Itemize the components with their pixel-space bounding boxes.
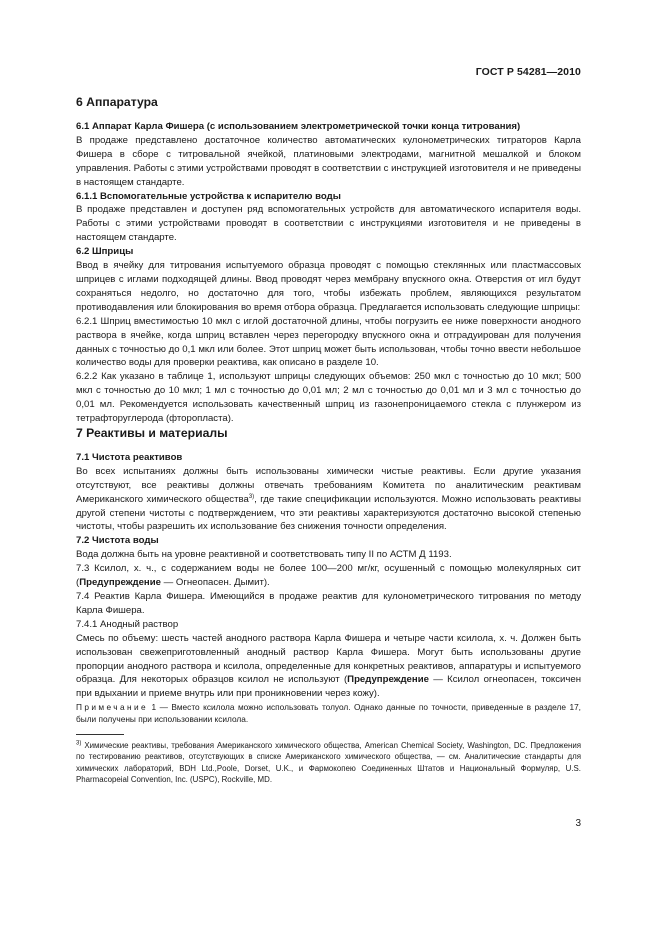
paragraph-6-1: В продаже представлено достаточное количество автоматических кулонометрических титраторов Карла Фишера в сборе с титровальной ячейкой, платиновыми электродами, магнитной мешалкой и блоком управления. Работы с этими устройствами проводят в соответствии с инструкцией изготовителя и не приведены в настоящем стандарте. bbox=[76, 134, 581, 188]
paragraph-7-3-part-a: 7.3 Ксилол, х. ч., с содержанием воды не более 100—200 мг/кг, осушенный с помощью молекулярных сит ( bbox=[76, 563, 581, 589]
note-label: Примечание bbox=[76, 702, 149, 713]
footnote bbox=[76, 740, 581, 785]
paragraph-6-2-2: 6.2.2 Как указано в таблице 1, используют шприцы следующих объемов: 250 мкл с точностью до 10 мкл; 500 мкл с точностью до 10 мкл; 1 мл с точностью до 0,01 мл; 2 мл с точностью до 0,01 мл и 3 мл с точностью до 0,01 мл. Рекомендуется использовать качественный шприц из газонепроницаемого стекла с плунжером из тетрафторуглерода (фторопласта). bbox=[76, 371, 581, 425]
paragraph-7-3 bbox=[76, 562, 581, 590]
section-6-title: 6 Аппаратура bbox=[76, 95, 158, 109]
page-content bbox=[76, 95, 581, 785]
paragraph-6-2-1: 6.2.1 Шприц вместимостью 10 мкл с иглой достаточной длины, чтобы погрузить ее ниже поверхности анодного раствора в ячейке, когда шприц вставлен через перегородку впускного окна и отградуирован для получения данных с точностью до 0,1 мкл или более. Этот шприц может быть использован, чтобы точно ввести небольшое количество воды для проверки реактива, как описано в разделе 10. bbox=[76, 315, 581, 369]
subsection-6-1-1-title: 6.1.1 Вспомогательные устройства к испарителю воды bbox=[76, 190, 341, 202]
subsection-6-1-title: 6.1 Аппарат Карла Фишера (с использованием электрометрической точки конца титрования) bbox=[76, 121, 521, 132]
document-code: ГОСТ Р 54281—2010 bbox=[475, 66, 581, 78]
page-number: 3 bbox=[575, 818, 581, 829]
paragraph-7-4-1 bbox=[76, 632, 581, 702]
paragraph-7-4-1-part-a: Смесь по объему: шесть частей анодного раствора Карла Фишера и четыре части ксилола, х. ч. Должен быть использован свежеприготовленный анодный раствор Карла Фишера. Могут быть использованы другие пропорции анодного раствора и ксилола, определенные для конкретных реактивов, аппаратуры и испытуемого образца. Для некоторых образцов ксилол не используют ( bbox=[76, 632, 581, 686]
subsection-7-2-title: 7.2 Чистота воды bbox=[76, 535, 159, 547]
paragraph-7-2: Вода должна быть на уровне реактивной и соответствовать типу II по АСТМ Д 1193. bbox=[76, 549, 452, 561]
warning-label: Предупреждение bbox=[347, 674, 429, 686]
note-text: 1 — Вместо ксилола можно использовать толуол. Однако данные по точности, приведенные в разделе 17, были получены при использовании ксилола. bbox=[76, 702, 581, 725]
warning-label: Предупреждение bbox=[79, 577, 161, 589]
paragraph-7-4: 7.4 Реактив Карла Фишера. Имеющийся в продаже реактив для кулонометрического титрования по методу Карла Фишера. bbox=[76, 591, 581, 616]
subsection-7-1-title: 7.1 Чистота реактивов bbox=[76, 451, 183, 463]
paragraph-7-1 bbox=[76, 465, 581, 535]
subsection-6-2-title: 6.2 Шприцы bbox=[76, 246, 134, 258]
footnote-reference: 3) bbox=[248, 493, 255, 500]
footnote-text: Химические реактивы, требования Американского химического общества, American Chemical Society, Washington, DC. Предложения по тестированию реактивов, отсутствующих в списке Американского химического общества, — см. Аналитические стандарты для химических лабораторий, BDH Ltd.,Poole, Dorset, U.K., и Фармокопею Соединенных Штатов и Национальный Формуляр, U.S. Pharmacopeial Convention, Inc. (USPC), Rockville, MD. bbox=[76, 741, 581, 784]
paragraph-7-1-part-a: Во всех испытаниях должны быть использованы химически чистые реактивы. Если другие указания отсутствуют, все реактивы должны отвечать требованиям Комитета по аналитическим реактивам Американского химического общества bbox=[76, 465, 581, 505]
paragraph-6-2: Ввод в ячейку для титрования испытуемого образца проводят с помощью стеклянных или пластмассовых шприцев с иглами подходящей длины. Ввод проводят через мембрану впускного окна. Отверстия от игл будут сохраняться недолго, но достаточно для того, чтобы избежать проблем, являющихся результатом противодавления или блокирования во время отбора образца. Предлагается использовать следующие шприцы: bbox=[76, 260, 581, 313]
paragraph-6-1-1: В продаже представлен и доступен ряд вспомогательных устройств для автоматического испарителя воды. Работы с этими устройствами проводят в соответствии с инструкциями изготовителя и не приведены в настоящем стандарте. bbox=[76, 204, 581, 244]
footnote-divider bbox=[76, 734, 124, 735]
footnote-marker: 3) bbox=[76, 740, 82, 747]
paragraph-7-4-1-part-b: — Ксилол огнеопасен, токсичен при вдыхании и приеме внутрь или при проникновении через кожу). bbox=[76, 674, 581, 700]
subsection-7-4-1-title: 7.4.1 Анодный раствор bbox=[76, 618, 179, 630]
paragraph-7-1-part-b: , где такие спецификации используются. Можно использовать реактивы другой степени чистоты с подтверждением, что эти реактивы характеризуются достаточно высокой степенью чистоты, чтобы разрешить их использование без снижения точности определения. bbox=[76, 493, 581, 533]
paragraph-7-3-part-b: — Огнеопасен. Дымит). bbox=[160, 577, 270, 589]
note-1 bbox=[76, 701, 581, 725]
section-7-title: 7 Реактивы и материалы bbox=[76, 425, 228, 440]
